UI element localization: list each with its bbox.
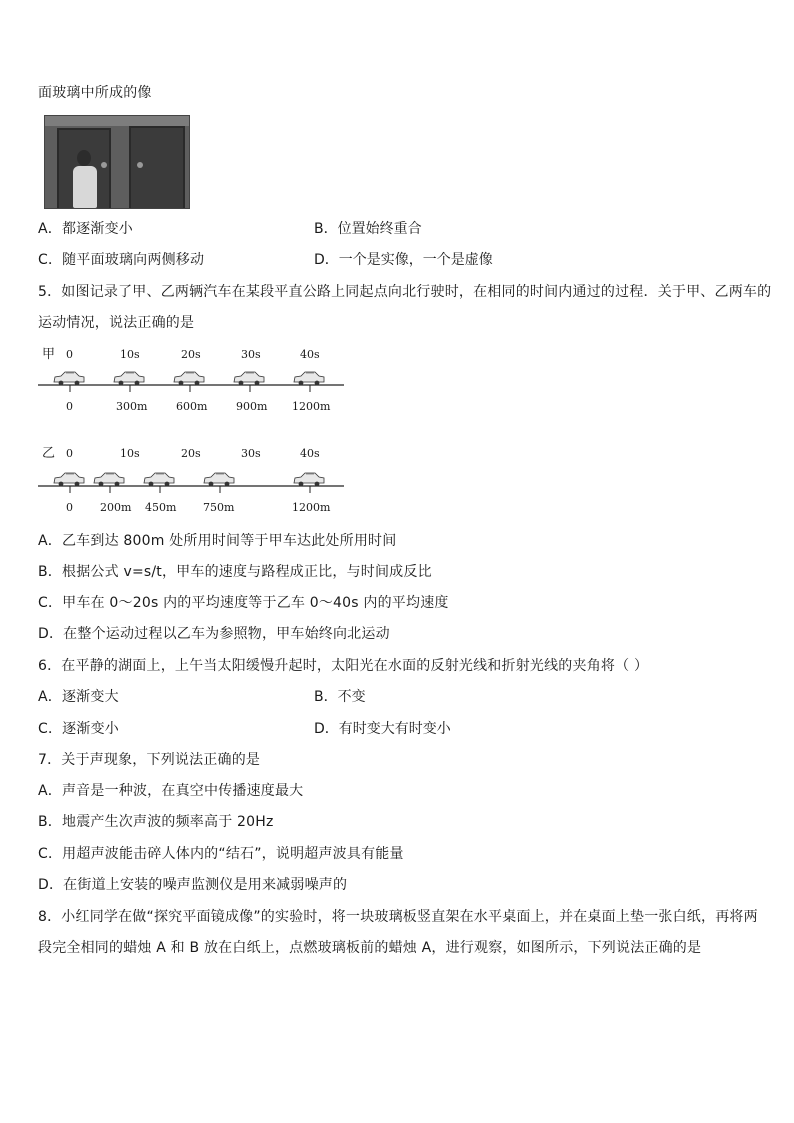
- jia-dist-1: 300m: [116, 400, 148, 413]
- question-intro: 面玻璃中所成的像: [38, 85, 152, 101]
- q6-option-a: A．逐渐变大: [38, 689, 119, 705]
- yi-time-4: 40s: [300, 447, 320, 460]
- q8-stem-line1: 8．小红同学在做“探究平面镜成像”的实验时，将一块玻璃板竖直架在水平桌面上，并在桌面上垫一张白纸，再将两: [38, 909, 758, 925]
- jia-car-2: [174, 372, 204, 385]
- q7-option-c: C．用超声波能击碎人体内的“结石”，说明超声波具有能量: [38, 846, 404, 862]
- q5-stem-line1: 5．如图记录了甲、乙两辆汽车在某段平直公路上同起点向北行驶时，在相同的时间内通过的过程．关于甲、乙两车的: [38, 284, 772, 300]
- yi-time-3: 30s: [241, 447, 261, 460]
- yi-ticks: [70, 486, 310, 493]
- q6-option-b: B．不变: [314, 689, 366, 705]
- yi-car-1: [94, 473, 124, 486]
- yi-distance-labels: [66, 501, 331, 514]
- q7-option-b: B．地震产生次声波的频率高于 20Hz: [38, 814, 274, 830]
- yi-car-diagram: [36, 441, 356, 521]
- yi-car-0: [54, 473, 84, 486]
- jia-time-0: 0: [66, 348, 73, 361]
- q7-option-d: D．在街道上安装的噪声监测仪是用来减弱噪声的: [38, 877, 348, 893]
- jia-dist-0: 0: [66, 400, 73, 413]
- q4-option-a: A．都逐渐变小: [38, 221, 133, 237]
- jia-time-3: 30s: [241, 348, 261, 361]
- q5-stem-line2: 运动情况，说法正确的是: [38, 315, 195, 331]
- q5-option-b: B．根据公式 v=s/t，甲车的速度与路程成正比，与时间成反比: [38, 564, 432, 580]
- jia-dist-3: 900m: [236, 400, 268, 413]
- q8-stem-line2: 段完全相同的蜡烛 A 和 B 放在白纸上，点燃玻璃板前的蜡烛 A，进行观察，如图所示，下列说法正确的是: [38, 940, 702, 956]
- q6-option-c: C．逐渐变小: [38, 721, 119, 737]
- q5-option-d: D．在整个运动过程以乙车为参照物，甲车始终向北运动: [38, 626, 390, 642]
- q4-option-c: C．随平面玻璃向两侧移动: [38, 252, 205, 268]
- yi-car-2: [144, 473, 174, 486]
- q6-option-d: D．有时变大有时变小: [314, 721, 451, 737]
- yi-dist-3: 750m: [203, 501, 235, 514]
- jia-ticks: [70, 385, 310, 392]
- yi-time-2: 20s: [181, 447, 201, 460]
- yi-car-4: [294, 473, 324, 486]
- yi-dist-4: 1200m: [292, 501, 331, 514]
- yi-dist-2: 450m: [145, 501, 177, 514]
- q4-option-b: B．位置始终重合: [314, 221, 422, 237]
- jia-distance-labels: [66, 400, 331, 413]
- jia-label: 甲: [42, 347, 56, 362]
- yi-time-labels: [66, 447, 320, 460]
- jia-car-0: [54, 372, 84, 385]
- jia-time-2: 20s: [181, 348, 201, 361]
- yi-cars: [54, 473, 324, 486]
- q7-option-a: A．声音是一种波，在真空中传播速度最大: [38, 783, 304, 799]
- q4-option-d: D．一个是实像，一个是虚像: [314, 252, 493, 268]
- jia-dist-4: 1200m: [292, 400, 331, 413]
- yi-dist-1: 200m: [100, 501, 132, 514]
- yi-label: 乙: [42, 446, 56, 461]
- jia-time-1: 10s: [120, 348, 140, 361]
- jia-car-1: [114, 372, 144, 385]
- yi-time-0: 0: [66, 447, 73, 460]
- jia-dist-2: 600m: [176, 400, 208, 413]
- jia-car-4: [294, 372, 324, 385]
- q5-option-c: C．甲车在 0～20s 内的平均速度等于乙车 0～40s 内的平均速度: [38, 595, 449, 611]
- jia-car-diagram: [36, 342, 356, 422]
- jia-time-labels: [66, 348, 320, 361]
- q5-option-a: A．乙车到达 800m 处所用时间等于甲车达此处所用时间: [38, 533, 397, 549]
- jia-car-3: [234, 372, 264, 385]
- jia-cars: [54, 372, 324, 385]
- q7-stem: 7．关于声现象，下列说法正确的是: [38, 752, 261, 768]
- glass-door-photo: [44, 115, 190, 209]
- yi-car-3: [204, 473, 234, 486]
- yi-time-1: 10s: [120, 447, 140, 460]
- jia-time-4: 40s: [300, 348, 320, 361]
- q6-stem: 6．在平静的湖面上，上午当太阳缓慢升起时，太阳光在水面的反射光线和折射光线的夹角将（ ）: [38, 658, 649, 674]
- yi-dist-0: 0: [66, 501, 73, 514]
